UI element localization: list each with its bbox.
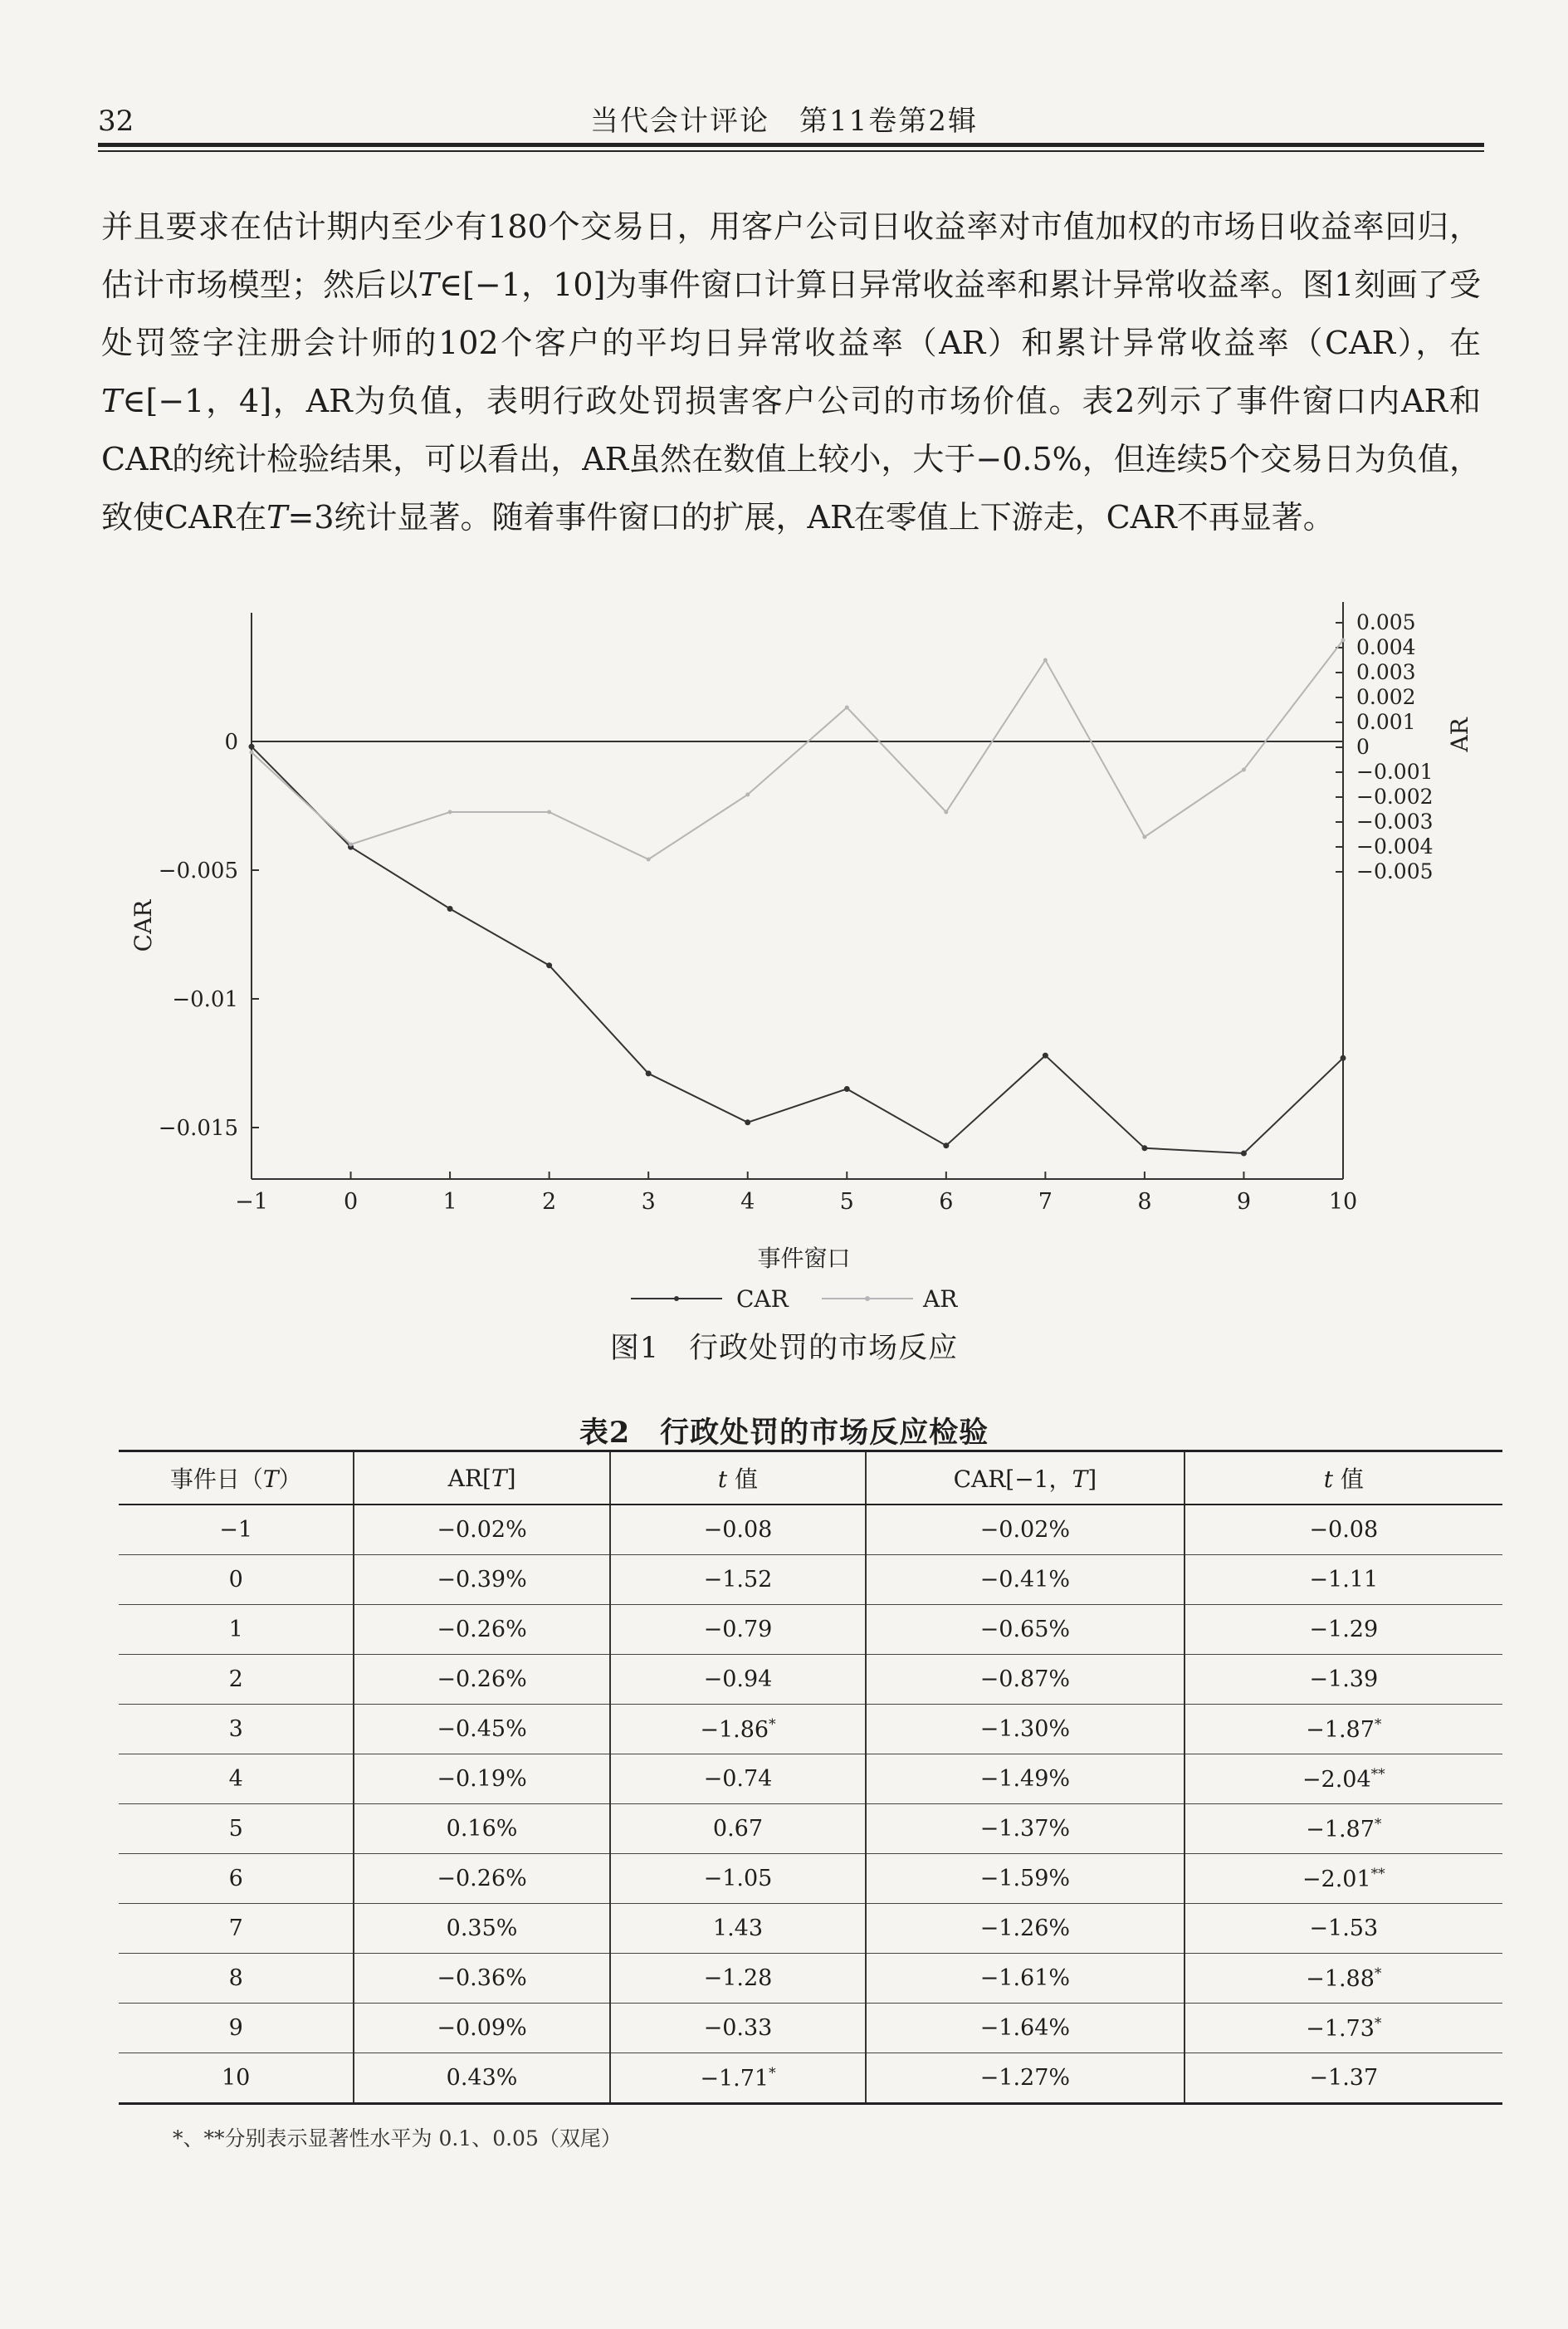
table-cell: 3: [119, 1705, 354, 1754]
results-table: [119, 1450, 1502, 2105]
significance-mark: *: [769, 2064, 776, 2082]
table-cell: −1.61%: [866, 1954, 1184, 2004]
right-tick-label: 0.003: [1356, 660, 1416, 684]
data-point-ar: [845, 706, 849, 710]
significance-mark: *: [1374, 2014, 1382, 2032]
table-cell: 7: [119, 1904, 354, 1954]
table-row: [119, 1555, 1502, 1605]
right-tick-label: −0.003: [1356, 810, 1434, 834]
table-cell: 9: [119, 2004, 354, 2053]
table-cell: −1.11: [1185, 1555, 1502, 1605]
significance-mark: *: [769, 1715, 776, 1733]
running-header: 当代会计评论 第11卷第2辑: [590, 105, 978, 138]
legend-label-ar: AR: [923, 1285, 958, 1313]
significance-mark: *: [1374, 1964, 1382, 1982]
table-cell: −0.26%: [354, 1854, 609, 1904]
table-cell: 0.67: [610, 1804, 866, 1854]
right-axis-title: AR: [1446, 717, 1473, 752]
table-cell: −0.41%: [866, 1555, 1184, 1605]
table-cell: −0.33: [610, 2004, 866, 2053]
table-row: [119, 1505, 1502, 1555]
table-cell: 2: [119, 1655, 354, 1705]
data-point-ar: [647, 858, 651, 862]
x-tick-label: 6: [939, 1189, 954, 1215]
right-axis: [1336, 610, 1473, 883]
data-point-ar: [1341, 639, 1346, 643]
table-cell: −0.26%: [354, 1605, 609, 1655]
table-cell: −1.05: [610, 1854, 866, 1904]
data-point-car: [1241, 1151, 1247, 1157]
series-line-ar: [252, 640, 1343, 859]
table-cell: −1.87*: [1185, 1804, 1502, 1854]
right-tick-label: 0.002: [1356, 685, 1416, 709]
data-point-car: [546, 962, 552, 968]
table-header-cell: CAR[−1，T]: [866, 1451, 1184, 1505]
table-cell: 0.43%: [354, 2053, 609, 2104]
table-cell: 8: [119, 1954, 354, 2004]
table-row: [119, 1754, 1502, 1804]
data-point-ar: [1142, 835, 1146, 839]
right-tick-label: −0.005: [1356, 859, 1434, 883]
data-point-car: [943, 1142, 949, 1148]
table-cell: −1.49%: [866, 1754, 1184, 1804]
table-cell: −1.27%: [866, 2053, 1184, 2104]
table-header-cell: t 值: [610, 1451, 866, 1505]
data-point-car: [745, 1119, 750, 1125]
left-tick-label: −0.01: [172, 987, 238, 1012]
table-cell: −1: [119, 1505, 354, 1555]
paragraph-text: =3统计显著。随着事件窗口的扩展，AR在零值上下游走，CAR不再显著。: [287, 499, 1335, 536]
table-cell: −1.37%: [866, 1804, 1184, 1854]
table-cell: −1.39: [1185, 1655, 1502, 1705]
x-tick-label: 10: [1328, 1189, 1358, 1215]
legend-marker-car: [674, 1296, 679, 1301]
data-point-ar: [250, 751, 254, 755]
table-body: [119, 1505, 1502, 2104]
table-cell: −1.73*: [1185, 2004, 1502, 2053]
table-cell: −0.94: [610, 1655, 866, 1705]
table-cell: −1.64%: [866, 2004, 1184, 2053]
table-cell: −0.02%: [354, 1505, 609, 1555]
series-layer: [249, 639, 1346, 1157]
table-cell: −1.53: [1185, 1904, 1502, 1954]
table-cell: 6: [119, 1854, 354, 1904]
table-cell: 10: [119, 2053, 354, 2104]
table-cell: −0.02%: [866, 1505, 1184, 1555]
table-cell: 0.16%: [354, 1804, 609, 1854]
left-axis: [129, 730, 259, 1141]
legend-marker-ar: [865, 1296, 870, 1301]
x-tick-label: 3: [641, 1189, 656, 1215]
table-cell: 0.35%: [354, 1904, 609, 1954]
significance-mark: **: [1370, 1765, 1385, 1783]
x-tick-label: 9: [1236, 1189, 1252, 1215]
table-cell: −0.39%: [354, 1555, 609, 1605]
table-cell: −1.29: [1185, 1605, 1502, 1655]
page-number: 32: [98, 105, 134, 138]
table-header-cell: t 值: [1185, 1451, 1502, 1505]
table-row: [119, 1854, 1502, 1904]
table-row: [119, 1804, 1502, 1854]
x-tick-label: 7: [1038, 1189, 1053, 1215]
table-header-row: [119, 1451, 1502, 1505]
figure-caption: 图1 行政处罚的市场反应: [609, 1332, 959, 1365]
right-tick-label: 0.001: [1356, 710, 1416, 734]
table-row: [119, 1655, 1502, 1705]
data-point-car: [1141, 1145, 1147, 1151]
data-point-ar: [745, 793, 750, 797]
table-cell: −1.52: [610, 1555, 866, 1605]
table-cell: 5: [119, 1804, 354, 1854]
table-row: [119, 2004, 1502, 2053]
data-point-ar: [349, 843, 353, 847]
right-tick-label: −0.002: [1356, 785, 1434, 809]
table-cell: −1.86*: [610, 1705, 866, 1754]
table-cell: −1.59%: [866, 1854, 1184, 1904]
table-row: [119, 1605, 1502, 1655]
right-tick-label: 0.004: [1356, 635, 1416, 659]
table-cell: −0.08: [1185, 1505, 1502, 1555]
table-cell: −0.36%: [354, 1954, 609, 2004]
table-cell: 1.43: [610, 1904, 866, 1954]
table-cell: −0.09%: [354, 2004, 609, 2053]
x-tick-label: 1: [442, 1189, 457, 1215]
right-tick-label: −0.004: [1356, 834, 1434, 859]
table-row: [119, 2053, 1502, 2104]
paragraph-text: ∈[−1，10]为事件窗口计算日异常收益率和累计异常收益率。图1刻画了受处罚签字注册会计师的102个客户的平均日异常收益率（AR）和累计异常收益率（CAR），在: [101, 267, 1481, 361]
data-point-ar: [448, 810, 452, 815]
table-cell: −0.79: [610, 1605, 866, 1655]
table-cell: −0.19%: [354, 1754, 609, 1804]
x-axis-title: 事件窗口: [757, 1245, 851, 1272]
table-title: 表2 行政处罚的市场反应检验: [579, 1416, 989, 1450]
series-line-car: [252, 746, 1343, 1153]
table-cell: −2.04**: [1185, 1754, 1502, 1804]
table-cell: −1.28: [610, 1954, 866, 2004]
table-cell: −1.30%: [866, 1705, 1184, 1754]
data-point-car: [844, 1086, 850, 1092]
table-cell: −2.01**: [1185, 1854, 1502, 1904]
left-tick-label: 0: [224, 730, 238, 755]
math-var: T: [266, 499, 288, 536]
plot-frame: [252, 602, 1343, 1179]
x-tick-label: 0: [343, 1189, 359, 1215]
data-point-ar: [944, 810, 948, 815]
table-header-cell: 事件日（T）: [119, 1451, 354, 1505]
data-point-car: [1043, 1053, 1048, 1059]
x-tick-label: −1: [235, 1189, 268, 1215]
table-cell: −1.71*: [610, 2053, 866, 2104]
table-cell: −1.87*: [1185, 1705, 1502, 1754]
significance-mark: *: [1374, 1815, 1382, 1832]
legend: [631, 1285, 958, 1313]
table-cell: −1.26%: [866, 1904, 1184, 1954]
left-axis-title: CAR: [129, 899, 157, 952]
left-tick-label: −0.005: [158, 859, 238, 883]
table-cell: −0.65%: [866, 1605, 1184, 1655]
table-cell: 0: [119, 1555, 354, 1605]
table-cell: 4: [119, 1754, 354, 1804]
data-point-car: [1341, 1055, 1346, 1061]
table-row: [119, 1954, 1502, 2004]
table-cell: −0.26%: [354, 1655, 609, 1705]
math-var: T: [418, 267, 439, 303]
right-tick-label: 0.005: [1356, 610, 1416, 634]
paragraph-text: 并且要求在估计期内至少有180个交易日，用客户公司日收益率对市值加权的市场日收益率回归，估计市场模型；然后以: [101, 208, 1481, 303]
table-row: [119, 1904, 1502, 1954]
data-point-car: [249, 744, 255, 750]
math-var: T: [101, 383, 123, 419]
significance-mark: *: [1374, 1715, 1382, 1733]
table-cell: −0.45%: [354, 1705, 609, 1754]
legend-label-car: CAR: [736, 1285, 789, 1313]
x-tick-label: 5: [839, 1189, 854, 1215]
table-cell: −0.08: [610, 1505, 866, 1555]
significance-mark: **: [1370, 1865, 1385, 1882]
x-tick-label: 8: [1137, 1189, 1152, 1215]
data-point-car: [447, 906, 453, 912]
table-cell: −0.87%: [866, 1655, 1184, 1705]
x-tick-label: 4: [740, 1189, 755, 1215]
left-tick-label: −0.015: [158, 1116, 238, 1141]
data-point-ar: [547, 810, 551, 815]
table-cell: −1.88*: [1185, 1954, 1502, 2004]
table-header-cell: AR[T]: [354, 1451, 609, 1505]
data-point-car: [646, 1070, 652, 1076]
table-note: *、**分别表示显著性水平为 0.1、0.05（双尾）: [173, 2126, 622, 2150]
paragraph-text: ∈[−1，4]，AR为负值，表明行政处罚损害客户公司的市场价值。表2列示了事件窗口内AR和CAR的统计检验结果，可以看出，AR虽然在数值上较小，大于−0.5%，但连续5个交易日为负值，致使CAR在: [101, 383, 1481, 536]
x-tick-label: 2: [542, 1189, 557, 1215]
table-row: [119, 1705, 1502, 1754]
data-point-ar: [1242, 768, 1246, 772]
right-tick-label: 0: [1356, 735, 1370, 759]
x-axis: [235, 1172, 1357, 1272]
table-cell: −0.74: [610, 1754, 866, 1804]
table-cell: 1: [119, 1605, 354, 1655]
data-point-ar: [1043, 658, 1048, 663]
table-cell: −1.37: [1185, 2053, 1502, 2104]
right-tick-label: −0.001: [1356, 760, 1434, 784]
